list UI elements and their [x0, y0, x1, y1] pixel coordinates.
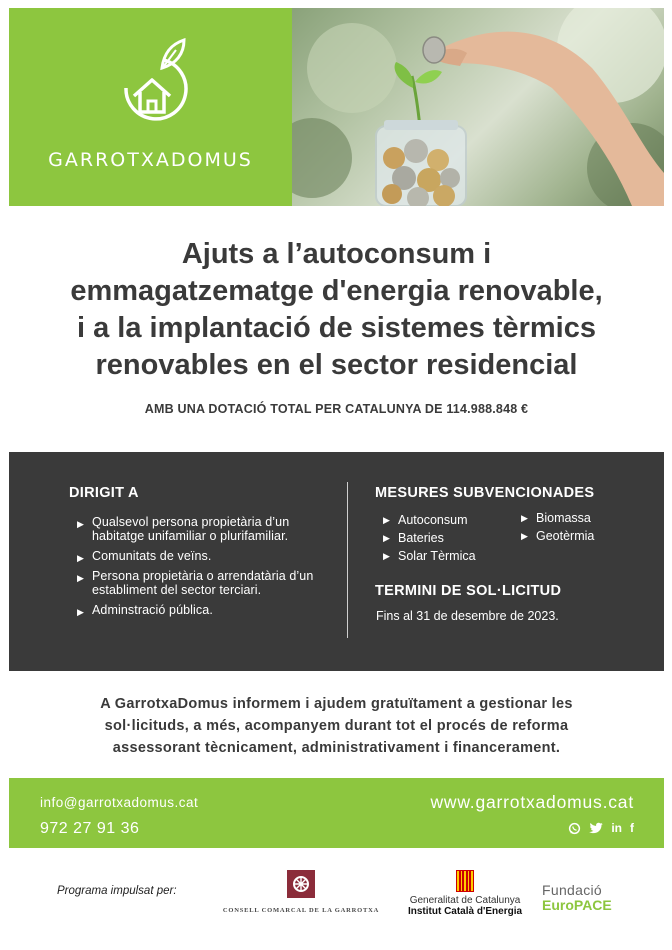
icaen-name: Institut Català d'Energia — [407, 906, 523, 917]
list-item-text: Solar Tèrmica — [398, 549, 476, 563]
generalitat-name: Generalitat de Catalunya — [409, 895, 521, 906]
consell-name: CONSELL COMARCAL DE LA GARROTXA — [222, 907, 380, 914]
whatsapp-icon[interactable] — [568, 822, 581, 835]
bullet-triangle-icon: ▶ — [383, 515, 390, 525]
title-line: renovables en el sector residencial — [95, 349, 578, 381]
consell-emblem-icon — [287, 870, 315, 898]
mesures-column — [375, 485, 645, 623]
list-item-text: Autoconsum — [398, 513, 468, 527]
phone-number[interactable]: 972 27 91 36 — [40, 820, 140, 837]
consell-comarcal-logo — [216, 870, 386, 914]
twitter-icon[interactable] — [589, 822, 603, 834]
bullet-triangle-icon: ▶ — [77, 553, 85, 563]
list-item — [69, 569, 339, 597]
mesures-list — [375, 513, 645, 569]
list-item — [383, 513, 467, 527]
list-item — [69, 603, 339, 617]
coin-jar-plant-photo — [292, 8, 664, 206]
sponsors-footer — [9, 848, 664, 942]
info-line: assessorant tècnicament, administrativament i financerament. — [112, 740, 561, 756]
mesures-heading: MESURES SUBVENCIONADES — [375, 485, 595, 501]
list-item — [69, 515, 339, 543]
termini-text: Fins al 31 de desembre de 2023. — [376, 609, 559, 623]
bullet-triangle-icon: ▶ — [77, 607, 85, 617]
info-paragraph — [49, 693, 624, 759]
bullet-triangle-icon: ▶ — [383, 533, 390, 543]
website-link[interactable]: www.garrotxadomus.cat — [430, 792, 634, 812]
bullet-triangle-icon: ▶ — [521, 531, 528, 541]
facebook-icon[interactable]: f — [630, 821, 634, 835]
list-item — [521, 511, 591, 525]
list-item-text: Adminstració pública. — [92, 603, 213, 617]
dirigit-column — [69, 485, 339, 623]
column-divider — [347, 482, 348, 638]
termini-heading: TERMINI DE SOL·LICITUD — [375, 583, 562, 599]
list-item — [383, 531, 444, 545]
social-icons — [568, 821, 634, 835]
linkedin-icon[interactable]: in — [611, 821, 622, 835]
info-line: sol·licituds, a més, acompanyem durant tot el procés de reforma — [104, 718, 569, 734]
senyera-icon — [456, 870, 474, 892]
bullet-triangle-icon: ▶ — [383, 551, 390, 561]
list-item-text: Comunitats de veïns. — [92, 549, 212, 563]
details-panel — [9, 452, 664, 671]
house-leaf-logo-icon — [112, 38, 192, 128]
bullet-triangle-icon: ▶ — [77, 573, 85, 583]
dirigit-heading: DIRIGIT A — [69, 485, 139, 501]
title-line: i a la implantació de sistemes tèrmics — [76, 312, 596, 344]
dirigit-list — [69, 515, 339, 617]
list-item-text: Bateries — [398, 531, 444, 545]
title-line: Ajuts a l’autoconsum i — [181, 238, 492, 270]
hero-header — [9, 8, 664, 206]
bullet-triangle-icon: ▶ — [77, 519, 85, 529]
list-item-text: Biomassa — [536, 511, 591, 525]
program-label: Programa impulsat per: — [57, 885, 177, 897]
brand-panel — [9, 8, 292, 206]
contact-bar — [9, 778, 664, 848]
list-item-text: Qualsevol persona propietària d’un habitatge unifamiliar o plurifamiliar. — [92, 515, 290, 543]
funding-subtitle: AMB UNA DOTACIÓ TOTAL PER CATALUNYA DE 114.988.848 € — [144, 402, 529, 416]
main-title — [9, 236, 664, 384]
coin-jar-illustration — [292, 8, 664, 206]
list-item — [69, 549, 339, 563]
email-link[interactable]: info@garrotxadomus.cat — [40, 795, 199, 810]
flyer-page — [9, 8, 664, 942]
info-line: A GarrotxaDomus informem i ajudem gratuïtament a gestionar les — [100, 696, 573, 712]
title-line: emmagatzematge d'energia renovable, — [70, 275, 603, 307]
bullet-triangle-icon: ▶ — [521, 513, 528, 523]
brand-name: GARROTXADOMUS — [48, 149, 253, 171]
europace-label: EuroPACE — [542, 897, 612, 913]
generalitat-logo — [405, 870, 525, 917]
list-item-text: Persona propietària o arrendatària d’un establiment del sector terciari. — [92, 569, 314, 597]
fundacio-europace-logo — [542, 882, 612, 913]
list-item — [521, 529, 594, 543]
list-item — [383, 549, 476, 563]
fundacio-label: Fundació — [542, 882, 602, 898]
list-item-text: Geotèrmia — [536, 529, 595, 543]
